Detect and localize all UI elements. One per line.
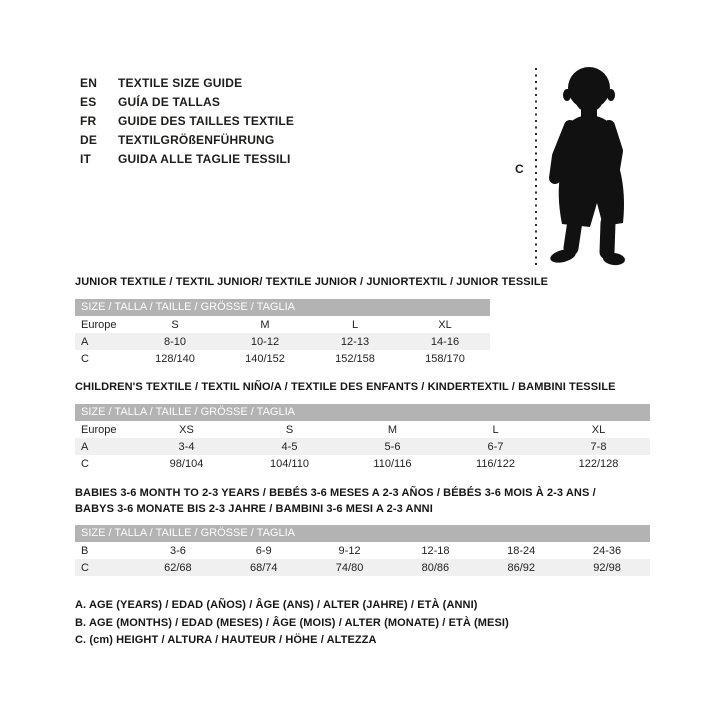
table-cell: 12-13: [310, 333, 400, 350]
measurement-figure: [515, 64, 660, 276]
table-title: CHILDREN'S TEXTILE / TEXTIL NIÑO/A / TEXTILE DES ENFANTS / KINDERTEXTIL / BAMBINI TESSILE: [75, 381, 616, 393]
table-row: [75, 421, 650, 438]
table-cell: 68/74: [221, 559, 307, 576]
language-code: ES: [80, 95, 97, 109]
table-cell: 116/122: [476, 457, 515, 470]
table-cell: 62/68: [135, 559, 221, 576]
language-label: GUÍA DE TALLAS: [118, 95, 221, 109]
table-cell: 80/86: [392, 559, 478, 576]
table-row: [75, 542, 650, 559]
table-row: [75, 559, 650, 576]
language-label: TEXTILGRÖßENFÜHRUNG: [118, 133, 275, 147]
table-title-line1: BABIES 3-6 MONTH TO 2-3 YEARS / BEBÉS 3-6 MESES A 2-3 AÑOS / BÉBÉS 3-6 MOIS À 2-3 ANS /: [75, 487, 596, 499]
table-cell: XL: [438, 318, 452, 331]
height-measure-label: C: [515, 162, 524, 176]
row-label: A: [75, 333, 130, 350]
table-cell: L: [492, 423, 499, 436]
table-title-line2: BABYS 3-6 MONATE BIS 2-3 JAHRE / BAMBINI 3-6 MESI A 2-3 ANNI: [75, 503, 433, 515]
table-cell: 74/80: [307, 559, 393, 576]
table-cell: 3-4: [135, 438, 238, 455]
size-table-junior: [75, 316, 490, 367]
row-label: B: [81, 544, 89, 557]
size-header-bar: SIZE / TALLA / TAILLE / GRÖSSE / TAGLIA: [75, 404, 650, 421]
language-code: IT: [80, 152, 92, 166]
language-row-en: [80, 74, 294, 93]
table-cell: 10-12: [220, 333, 310, 350]
table-cell: 12-18: [421, 544, 450, 557]
language-code: EN: [80, 76, 98, 90]
legend-line-b: B. AGE (MONTHS) / EDAD (MESES) / ÂGE (MOIS) / ALTER (MONATE) / ETÀ (MESI): [75, 616, 509, 629]
table-cell: 158/170: [425, 352, 465, 365]
language-label: GUIDE DES TAILLES TEXTILE: [118, 114, 295, 128]
table-cell: 122/128: [578, 457, 619, 470]
row-label: Europe: [81, 423, 117, 436]
table-cell: 8-10: [130, 333, 220, 350]
table-title: [75, 485, 650, 517]
legend-line-a: A. AGE (YEARS) / EDAD (AÑOS) / ÂGE (ANS) / ALTER (JAHRE) / ETÀ (ANNI): [75, 599, 478, 611]
language-code: DE: [80, 133, 98, 147]
language-row-de: [80, 131, 294, 150]
language-list: [80, 74, 294, 169]
language-row-es: [80, 93, 294, 112]
table-cell: 6-9: [255, 544, 272, 557]
size-header-bar: SIZE / TALLA / TAILLE / GRÖSSE / TAGLIA: [75, 299, 490, 316]
table-cell: 152/158: [335, 352, 375, 365]
table-cell: 7-8: [547, 438, 650, 455]
table-cell: 6-7: [444, 438, 547, 455]
table-cell: 110/116: [373, 457, 412, 470]
height-measure-line: [535, 68, 537, 268]
junior-textile-section: [75, 277, 548, 367]
table-row: [75, 455, 650, 472]
row-label: C: [81, 457, 89, 470]
table-cell: 104/110: [270, 457, 309, 470]
table-cell: S: [285, 423, 294, 436]
table-cell: 14-16: [400, 333, 490, 350]
row-label: C: [81, 352, 89, 365]
table-cell: M: [260, 318, 270, 331]
table-row: [75, 438, 650, 455]
table-cell: 92/98: [564, 559, 650, 576]
table-cell: XL: [591, 423, 606, 436]
row-label: C: [75, 559, 135, 576]
babies-textile-section: [75, 485, 650, 576]
table-cell: 24-36: [593, 544, 622, 557]
table-row: [75, 316, 490, 333]
toddler-silhouette: [545, 66, 650, 268]
table-cell: 128/140: [155, 352, 195, 365]
language-label: TEXTILE SIZE GUIDE: [118, 76, 243, 90]
table-cell: M: [387, 423, 398, 436]
table-row: [75, 333, 490, 350]
childrens-textile-section: [75, 382, 650, 472]
table-cell: S: [171, 318, 179, 331]
legend: [75, 597, 509, 650]
language-label: GUIDA ALLE TAGLIE TESSILI: [118, 152, 291, 166]
table-row: [75, 350, 490, 367]
size-table-children: [75, 421, 650, 472]
table-cell: 98/104: [169, 457, 204, 470]
table-cell: 4-5: [238, 438, 341, 455]
table-cell: 5-6: [341, 438, 444, 455]
table-cell: 18-24: [507, 544, 536, 557]
legend-line-c: C. (cm) HEIGHT / ALTURA / HAUTEUR / HÖHE / ALTEZZA: [75, 634, 377, 646]
table-cell: 9-12: [338, 544, 361, 557]
language-row-it: [80, 150, 294, 169]
table-cell: 140/152: [245, 352, 285, 365]
table-cell: L: [351, 318, 359, 331]
size-header-bar: SIZE / TALLA / TAILLE / GRÖSSE / TAGLIA: [75, 525, 650, 542]
size-table-babies: [75, 542, 650, 576]
row-label: A: [75, 438, 135, 455]
table-title: JUNIOR TEXTILE / TEXTIL JUNIOR/ TEXTILE JUNIOR / JUNIORTEXTIL / JUNIOR TESSILE: [75, 276, 549, 288]
table-cell: 3-6: [169, 544, 186, 557]
table-cell: XS: [179, 423, 194, 436]
language-code: FR: [80, 114, 97, 128]
table-cell: 86/92: [478, 559, 564, 576]
row-label: Europe: [81, 318, 117, 331]
language-row-fr: [80, 112, 294, 131]
